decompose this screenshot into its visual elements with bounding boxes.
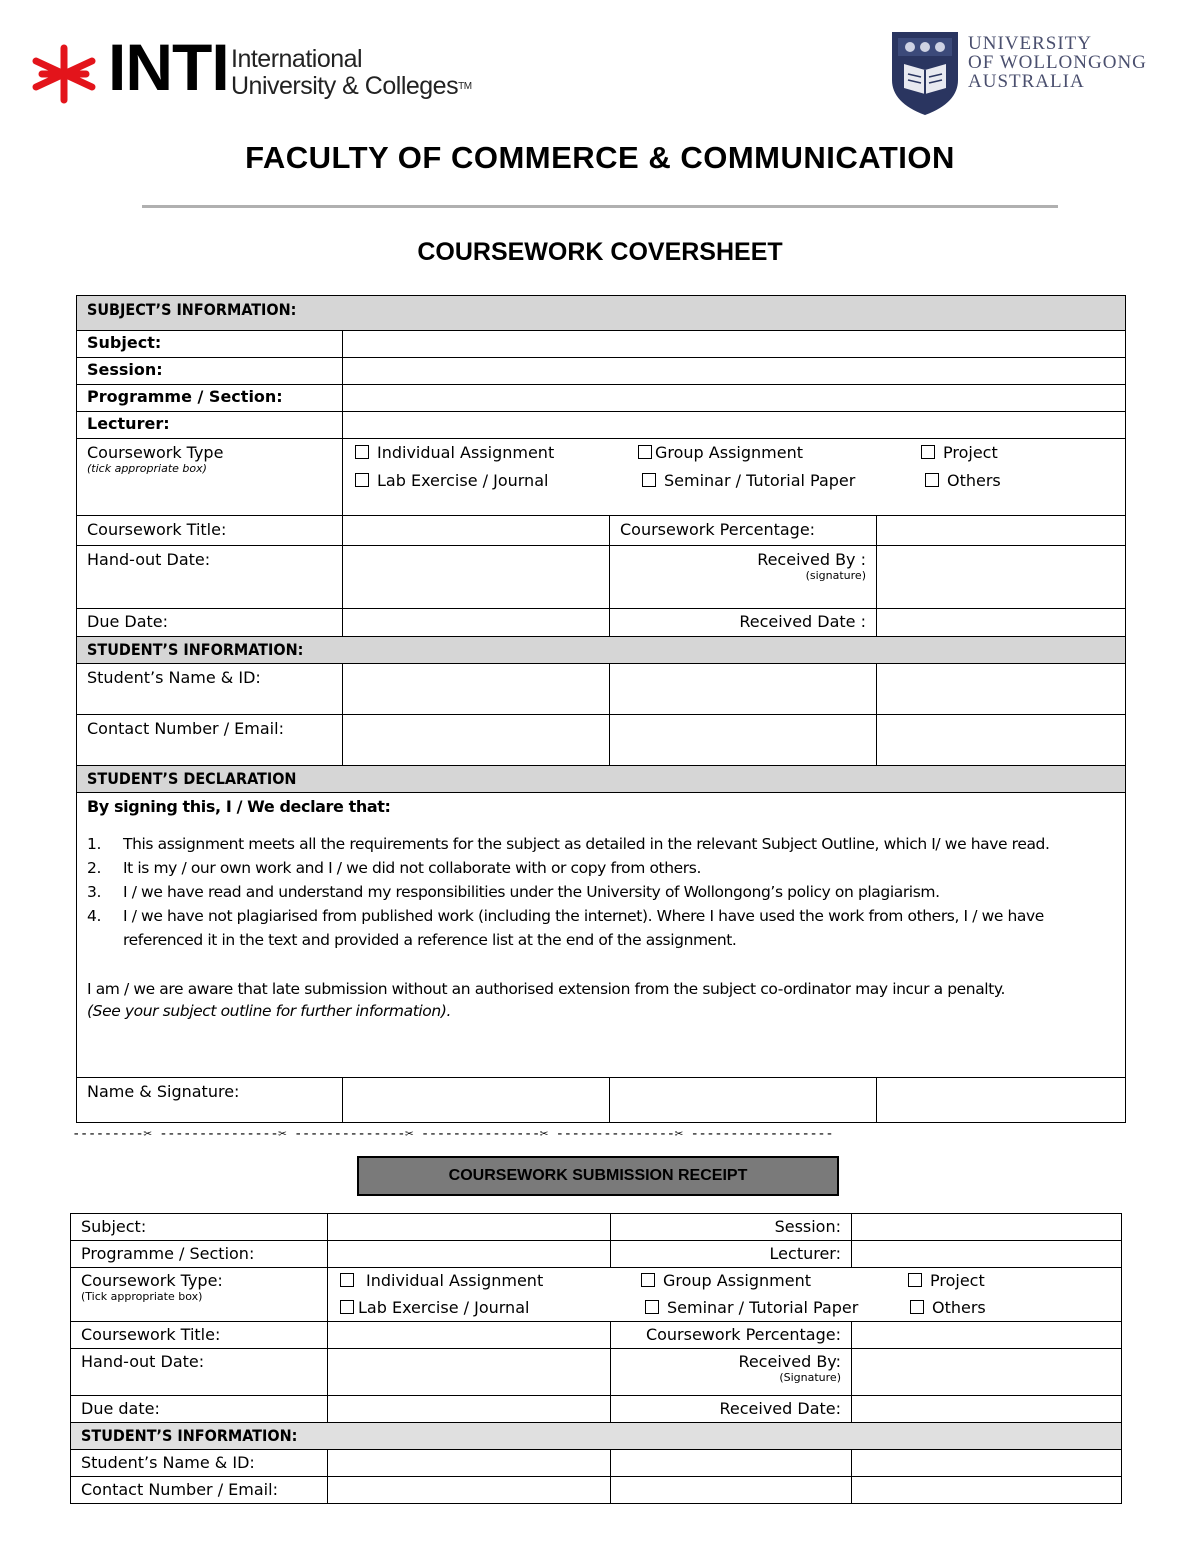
receipt-option-others-label: Others (932, 1298, 986, 1317)
receipt-name-label: Student’s Name & ID: (71, 1450, 328, 1477)
option-individual-label: Individual Assignment (377, 443, 555, 462)
coursework-percentage-field[interactable] (877, 516, 1126, 546)
option-individual[interactable] (355, 443, 554, 462)
contact-field-2[interactable] (610, 715, 877, 766)
option-others[interactable] (925, 471, 1001, 490)
option-group-label: Group Assignment (655, 443, 803, 462)
declaration-item-number: 3. (87, 883, 101, 901)
receipt-lecturer-field[interactable] (852, 1241, 1122, 1268)
uow-line1: UNIVERSITY (968, 33, 1092, 54)
name-signature-label: Name & Signature: (77, 1078, 343, 1123)
session-field[interactable] (343, 358, 1126, 385)
receipt-title: COURSEWORK SUBMISSION RECEIPT (357, 1156, 839, 1196)
declaration-item-text: I / we have read and understand my responsibilities under the University of Wollongong’s policy on plagiarism. (123, 883, 940, 901)
receipt-due-label: Due date: (71, 1396, 328, 1423)
uow-line2: OF WOLLONGONG (968, 52, 1147, 73)
inti-line1: International (231, 45, 363, 73)
checkbox-icon[interactable] (340, 1273, 354, 1287)
declaration-item (87, 904, 1115, 952)
declaration-item-text: I / we have not plagiarised from published work (including the internet). Where I have used the work from others, I / we have referenced it in the text and provided a reference list at the end of the assignment. (123, 907, 1044, 949)
option-seminar-label: Seminar / Tutorial Paper (664, 471, 856, 490)
signature-field-3[interactable] (877, 1078, 1126, 1123)
coursework-type-hint: (tick appropriate box) (87, 462, 207, 475)
student-name-field-2[interactable] (610, 664, 877, 715)
inti-tm: TM (458, 81, 472, 92)
coursework-title-field[interactable] (343, 516, 610, 546)
student-name-field-3[interactable] (877, 664, 1126, 715)
receipt-name-field-3[interactable] (852, 1450, 1122, 1477)
due-date-field[interactable] (343, 609, 610, 637)
receipt-option-seminar[interactable] (645, 1298, 858, 1317)
receipt-contact-field-1[interactable] (328, 1477, 611, 1504)
lecturer-label: Lecturer: (77, 412, 343, 439)
declaration-list (87, 832, 1115, 952)
option-others-label: Others (947, 471, 1001, 490)
declaration-item-number: 2. (87, 859, 101, 877)
checkbox-icon[interactable] (645, 1300, 659, 1314)
subject-label: Subject: (77, 331, 343, 358)
checkbox-icon[interactable] (910, 1300, 924, 1314)
receipt-option-seminar-label: Seminar / Tutorial Paper (667, 1298, 859, 1317)
coversheet-form (76, 295, 1126, 1123)
student-name-label: Student’s Name & ID: (77, 664, 343, 715)
receipt-option-lab-label: Lab Exercise / Journal (358, 1298, 530, 1317)
receipt-type-hint: (Tick appropriate box) (81, 1290, 203, 1303)
declaration-item-number: 1. (87, 835, 101, 853)
receipt-name-field-2[interactable] (611, 1450, 852, 1477)
checkbox-icon[interactable] (355, 445, 369, 459)
receipt-option-project-label: Project (930, 1271, 985, 1290)
due-date-label: Due Date: (77, 609, 343, 637)
uow-line3: AUSTRALIA (968, 71, 1085, 92)
inti-wordmark: INTI (108, 30, 229, 104)
option-seminar[interactable] (642, 471, 855, 490)
received-date-label: Received Date : (610, 609, 877, 637)
option-group[interactable] (638, 443, 803, 462)
subject-field[interactable] (343, 331, 1126, 358)
signature-hint: (signature) (805, 569, 866, 582)
checkbox-icon[interactable] (641, 1273, 655, 1287)
receipt-name-field-1[interactable] (328, 1450, 611, 1477)
receipt-subject-label: Subject: (71, 1214, 328, 1241)
received-by-field[interactable] (877, 546, 1126, 609)
receipt-title-label: Coursework Title: (71, 1322, 328, 1349)
session-label: Session: (77, 358, 343, 385)
receipt-contact-field-2[interactable] (611, 1477, 852, 1504)
checkbox-icon[interactable] (921, 445, 935, 459)
receipt-type-options (328, 1268, 1121, 1320)
inti-star-icon (28, 44, 100, 104)
checkbox-icon[interactable] (340, 1300, 354, 1314)
subject-info-heading: SUBJECT’S INFORMATION: (77, 296, 1126, 331)
receipt-option-group-label: Group Assignment (663, 1271, 811, 1290)
contact-label: Contact Number / Email: (77, 715, 343, 766)
declaration-item-text: It is my / our own work and I / we did not collaborate with or copy from others. (123, 859, 701, 877)
checkbox-icon[interactable] (908, 1273, 922, 1287)
declaration-heading: STUDENT’S DECLARATION (77, 766, 1126, 793)
faculty-title: FACULTY OF COMMERCE & COMMUNICATION (245, 140, 955, 175)
receipt-due-field[interactable] (328, 1396, 611, 1423)
declaration-item-text: This assignment meets all the requirements for the subject as detailed in the relevant Subject Outline, which I/ we have read. (123, 835, 1050, 853)
inti-logo (28, 30, 498, 104)
coursework-percentage-label: Coursework Percentage: (610, 516, 877, 546)
declaration-item (87, 880, 1115, 904)
receipt-option-individual[interactable] (340, 1271, 543, 1290)
receipt-option-others[interactable] (910, 1298, 986, 1317)
declaration-item (87, 856, 1115, 880)
receipt-student-heading: STUDENT’S INFORMATION: (71, 1423, 1122, 1450)
receipt-type-label: Coursework Type: (81, 1271, 223, 1290)
option-lab[interactable] (355, 471, 548, 490)
receipt-option-lab[interactable] (340, 1298, 529, 1317)
receipt-received-date-label: Received Date: (611, 1396, 852, 1423)
signature-field-1[interactable] (343, 1078, 610, 1123)
header-divider (142, 205, 1058, 208)
contact-field-3[interactable] (877, 715, 1126, 766)
received-date-field[interactable] (877, 609, 1126, 637)
lecturer-field[interactable] (343, 412, 1126, 439)
received-by-label: Received By : (757, 550, 866, 569)
checkbox-icon[interactable] (638, 445, 652, 459)
receipt-contact-label: Contact Number / Email: (71, 1477, 328, 1504)
see-outline-note: (See your subject outline for further information). (87, 1002, 451, 1020)
handout-date-label: Hand-out Date: (77, 546, 343, 609)
receipt-title-field[interactable] (328, 1322, 611, 1349)
receipt-programme-label: Programme / Section: (71, 1241, 328, 1268)
receipt-option-individual-label: Individual Assignment (366, 1271, 544, 1290)
receipt-lecturer-label: Lecturer: (611, 1241, 852, 1268)
cut-line: ---------✂ ---------------✂ --------------✂ ---------------✂ ---------------✂ ------------------ (72, 1126, 834, 1142)
receipt-contact-field-3[interactable] (852, 1477, 1122, 1504)
uow-wordmark (968, 34, 1147, 91)
student-info-heading: STUDENT’S INFORMATION: (77, 637, 1126, 664)
coursework-title-label: Coursework Title: (77, 516, 343, 546)
receipt-received-date-field[interactable] (852, 1396, 1122, 1423)
contact-field-1[interactable] (343, 715, 610, 766)
receipt-handout-field[interactable] (328, 1349, 611, 1396)
receipt-option-project[interactable] (908, 1271, 985, 1290)
programme-field[interactable] (343, 385, 1126, 412)
uow-crest-icon (890, 30, 960, 116)
receipt-handout-label: Hand-out Date: (71, 1349, 328, 1396)
coursework-type-options (343, 439, 1125, 509)
handout-date-field[interactable] (343, 546, 610, 609)
option-project-label: Project (943, 443, 998, 462)
uow-logo (890, 30, 1180, 116)
coversheet-title: COURSEWORK COVERSHEET (417, 238, 783, 266)
receipt-session-field[interactable] (852, 1214, 1122, 1241)
late-submission-note: I am / we are aware that late submission without an authorised extension from the subject co-ordinator may incur a penalty. (87, 980, 1005, 998)
coursework-type-label: Coursework Type (87, 443, 224, 462)
student-name-field-1[interactable] (343, 664, 610, 715)
receipt-received-by-label: Received By: (738, 1352, 841, 1371)
receipt-subject-field[interactable] (328, 1214, 611, 1241)
receipt-percentage-field[interactable] (852, 1322, 1122, 1349)
receipt-received-by-field[interactable] (852, 1349, 1122, 1396)
receipt-signature-hint: (Signature) (779, 1371, 841, 1384)
receipt-programme-field[interactable] (328, 1241, 611, 1268)
declaration-intro: By signing this, I / We declare that: (87, 797, 391, 816)
option-lab-label: Lab Exercise / Journal (377, 471, 549, 490)
receipt-percentage-label: Coursework Percentage: (611, 1322, 852, 1349)
receipt-form (70, 1213, 1122, 1504)
inti-subtitle (231, 46, 472, 100)
receipt-session-label: Session: (611, 1214, 852, 1241)
receipt-option-group[interactable] (641, 1271, 811, 1290)
inti-line2: University & Colleges (231, 72, 459, 100)
signature-field-2[interactable] (610, 1078, 877, 1123)
declaration-item (87, 832, 1115, 856)
programme-label: Programme / Section: (77, 385, 343, 412)
declaration-item-number: 4. (87, 907, 101, 925)
checkbox-icon[interactable] (355, 473, 369, 487)
checkbox-icon[interactable] (925, 473, 939, 487)
option-project[interactable] (921, 443, 998, 462)
checkbox-icon[interactable] (642, 473, 656, 487)
